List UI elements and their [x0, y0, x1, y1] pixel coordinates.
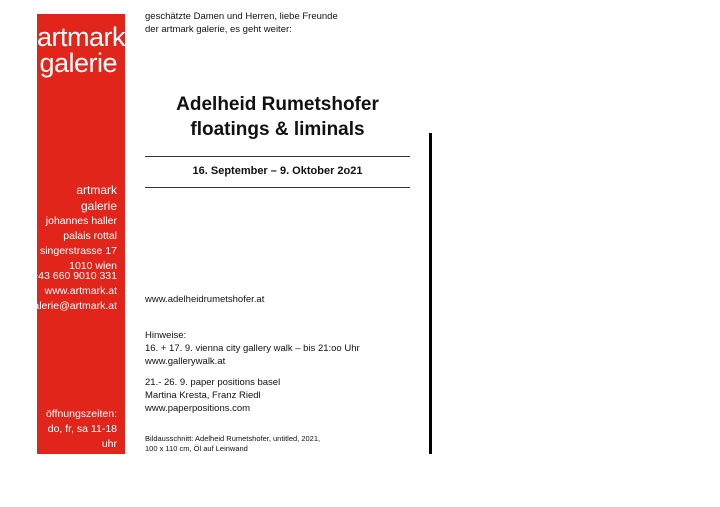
notes-line: 16. + 17. 9. vienna city gallery walk – bis 21:oo Uhr — [145, 343, 360, 354]
opening-hours — [37, 407, 117, 482]
greeting — [145, 10, 338, 36]
paper-positions-line: 21.- 26. 9. paper positions basel — [145, 377, 281, 388]
address-line: singerstrasse 17 — [39, 245, 117, 257]
gallerywalk-link[interactable]: www.gallerywalk.at — [145, 356, 226, 367]
notes-section — [145, 329, 360, 368]
gallery-website-link[interactable]: www.artmark.at — [44, 285, 117, 297]
greeting-line: geschätzte Damen und Herren, liebe Freunde — [145, 11, 338, 22]
gallery-contact — [28, 269, 117, 314]
paper-positions-artists: Martina Kresta, Franz Riedl — [145, 390, 261, 401]
exhibition-name: floatings & liminals — [190, 119, 365, 140]
gallery-address — [37, 182, 117, 274]
address-name: artmark galerie — [76, 183, 117, 213]
hours-line: do, fr, sa 11-18 uhr — [47, 423, 117, 450]
hours-line: öffnungszeiten: — [45, 408, 117, 420]
gallery-sidebar — [27, 14, 126, 480]
logo-line-1: artmark — [37, 22, 126, 52]
artist-name: Adelheid Rumetshofer — [176, 94, 379, 115]
divider-bottom — [145, 187, 410, 188]
exhibition-title — [145, 92, 410, 142]
gallery-logo — [37, 22, 126, 78]
paper-positions-section — [145, 376, 280, 415]
logo-line-2: galerie — [39, 48, 117, 78]
greeting-line: der artmark galerie, es geht weiter: — [145, 24, 292, 35]
paperpositions-link[interactable]: www.paperpositions.com — [145, 403, 251, 414]
hours-line: + nach vereinbarung — [55, 453, 117, 480]
image-credit — [145, 434, 320, 454]
address-line: johannes haller — [45, 215, 117, 227]
address-line: palais rottal — [63, 230, 117, 242]
phone-number: +43 660 9010 331 — [32, 270, 117, 282]
address-line: 1010 wien — [69, 260, 117, 272]
divider-top — [145, 156, 410, 157]
credit-line: Bildausschnitt: Adelheid Rumetshofer, untitled, 2021, — [145, 434, 321, 443]
notes-heading: Hinweise: — [145, 330, 187, 341]
gallery-email-link[interactable]: galerie@artmark.at — [27, 300, 117, 312]
exhibition-dates: 16. September – 9. Oktober 2o21 — [192, 165, 363, 177]
vertical-bar — [429, 133, 432, 454]
credit-line: 100 x 110 cm, Öl auf Leinwand — [145, 444, 248, 453]
artist-website-link[interactable]: www.adelheidrumetshofer.at — [145, 294, 265, 305]
